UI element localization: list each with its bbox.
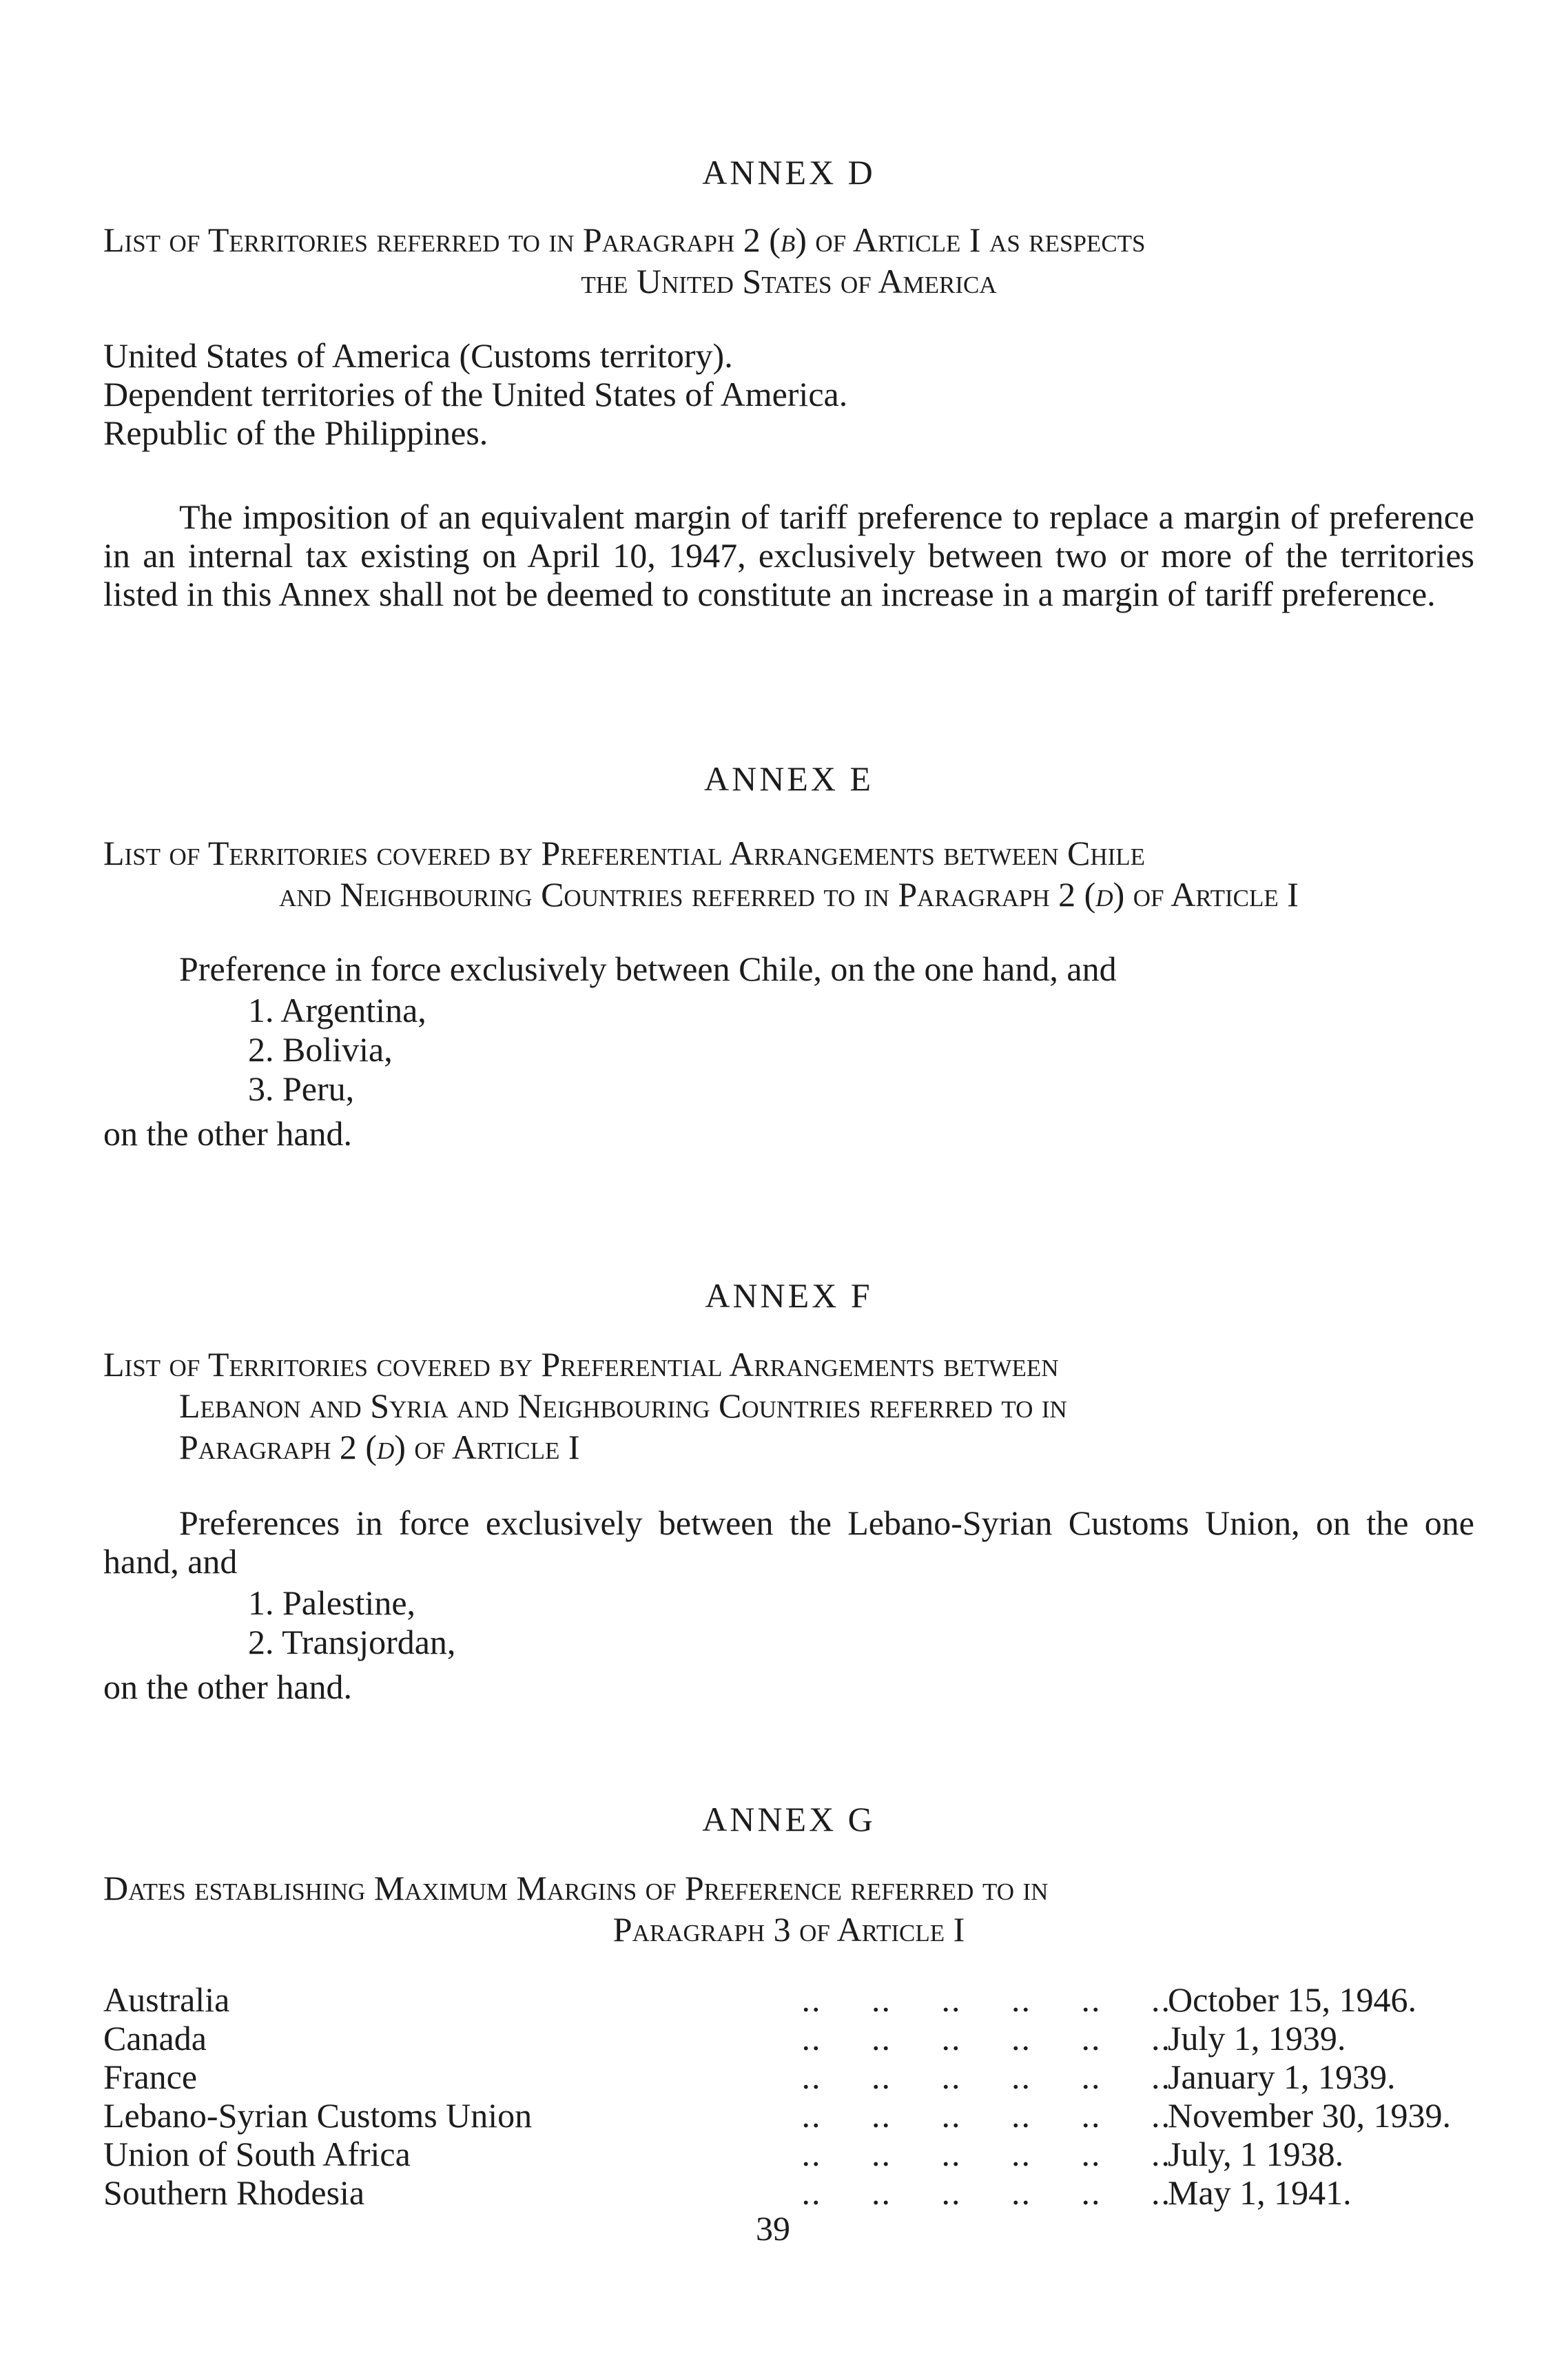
annex-f-subtitle-line3: Paragraph 2 (d) of Article I (179, 1428, 580, 1466)
annex-g-subtitle-line2: Paragraph 3 of Article I (612, 1910, 965, 1949)
date-cell: July, 1 1938. (1168, 2135, 1344, 2173)
dot-leader: .. .. .. .. .. .. (801, 2019, 1171, 2058)
page-number: 39 (756, 2209, 790, 2248)
annex-d-section (103, 152, 1474, 613)
annex-e-intro: Preference in force exclusively between Chile, on the one hand, and (179, 950, 1117, 988)
table-row (103, 2173, 1474, 2212)
annex-g-subtitle-line1: Dates establishing Maximum Margins of Preference referred to in (103, 1869, 1049, 1907)
annex-d-title: ANNEX D (702, 153, 876, 192)
dot-leader: .. .. .. .. .. .. (801, 2058, 1171, 2096)
date-cell: May 1, 1941. (1168, 2173, 1352, 2212)
dot-leader: .. .. .. .. .. .. (801, 2135, 1171, 2173)
table-row (103, 2096, 1474, 2135)
annex-d-subtitle-line2: the United States of America (581, 262, 997, 300)
country-cell: Australia (103, 1980, 243, 2019)
list-item: Republic of the Philippines. (103, 413, 488, 452)
country-cell: France (103, 2058, 211, 2096)
list-item: United States of America (Customs territory). (103, 336, 733, 375)
annex-d-territory-list (103, 336, 1474, 452)
country-cell: Lebano-Syrian Customs Union (103, 2096, 546, 2135)
date-cell: November 30, 1939. (1168, 2096, 1452, 2135)
dot-leader: .. .. .. .. .. .. (801, 2096, 1171, 2135)
annex-e-subtitle-line2: and Neighbouring Countries referred to in Paragraph 2 (d) of Article I (279, 875, 1299, 914)
date-cell: October 15, 1946. (1168, 1980, 1417, 2019)
annex-f-subtitle-line1: List of Territories covered by Preferential Arrangements between (103, 1345, 1059, 1384)
annex-f-intro: Preferences in force exclusively between the Lebano-Syrian Customs Union, on the one hand, and (103, 1504, 1474, 1581)
annex-f-section (103, 1275, 1474, 1706)
annex-e-section (103, 758, 1474, 1153)
dot-leader: .. .. .. .. .. .. (801, 2173, 1171, 2212)
list-item: 3. Peru, (248, 1069, 355, 1108)
annex-g-section (103, 1798, 1474, 2212)
country-cell: Union of South Africa (103, 2135, 424, 2173)
annex-e-title: ANNEX E (703, 759, 874, 798)
annex-g-title: ANNEX G (702, 1800, 876, 1838)
list-item: 2. Bolivia, (248, 1030, 393, 1069)
table-row (103, 2019, 1474, 2058)
annex-f-country-list (103, 1583, 1474, 1662)
table-row (103, 2058, 1474, 2096)
date-cell: July 1, 1939. (1168, 2019, 1346, 2058)
list-item: 1. Argentina, (248, 991, 426, 1029)
list-item: Dependent territories of the United States of America. (103, 375, 848, 413)
table-row (103, 1980, 1474, 2019)
annex-f-title: ANNEX F (705, 1276, 873, 1315)
table-row (103, 2135, 1474, 2173)
list-item: 2. Transjordan, (248, 1623, 456, 1661)
annex-d-subtitle-line1: List of Territories referred to in Paragraph 2 (b) of Article I as respects (103, 220, 1146, 259)
country-cell: Southern Rhodesia (103, 2173, 378, 2212)
dot-leader: .. .. .. .. .. .. (801, 1980, 1171, 2019)
date-cell: January 1, 1939. (1168, 2058, 1396, 2096)
annex-e-closing: on the other hand. (103, 1114, 353, 1153)
annex-e-country-list (103, 991, 1474, 1109)
annex-d-paragraph: The imposition of an equivalent margin of tariff preference to replace a margin of preference in an internal tax existing on April 10, 1947, exclusively between two or more of the territories listed in this Annex shall not be deemed to constitute an increase in a margin of tariff preference. (103, 497, 1474, 613)
list-item: 1. Palestine, (248, 1583, 416, 1622)
country-cell: Canada (103, 2019, 220, 2058)
annex-f-closing: on the other hand. (103, 1668, 353, 1706)
annex-e-subtitle-line1: List of Territories covered by Preferential Arrangements between Chile (103, 834, 1146, 872)
annex-g-dates-table (103, 1980, 1474, 2212)
annex-f-subtitle-line2: Lebanon and Syria and Neighbouring Countries referred to in (179, 1386, 1067, 1425)
